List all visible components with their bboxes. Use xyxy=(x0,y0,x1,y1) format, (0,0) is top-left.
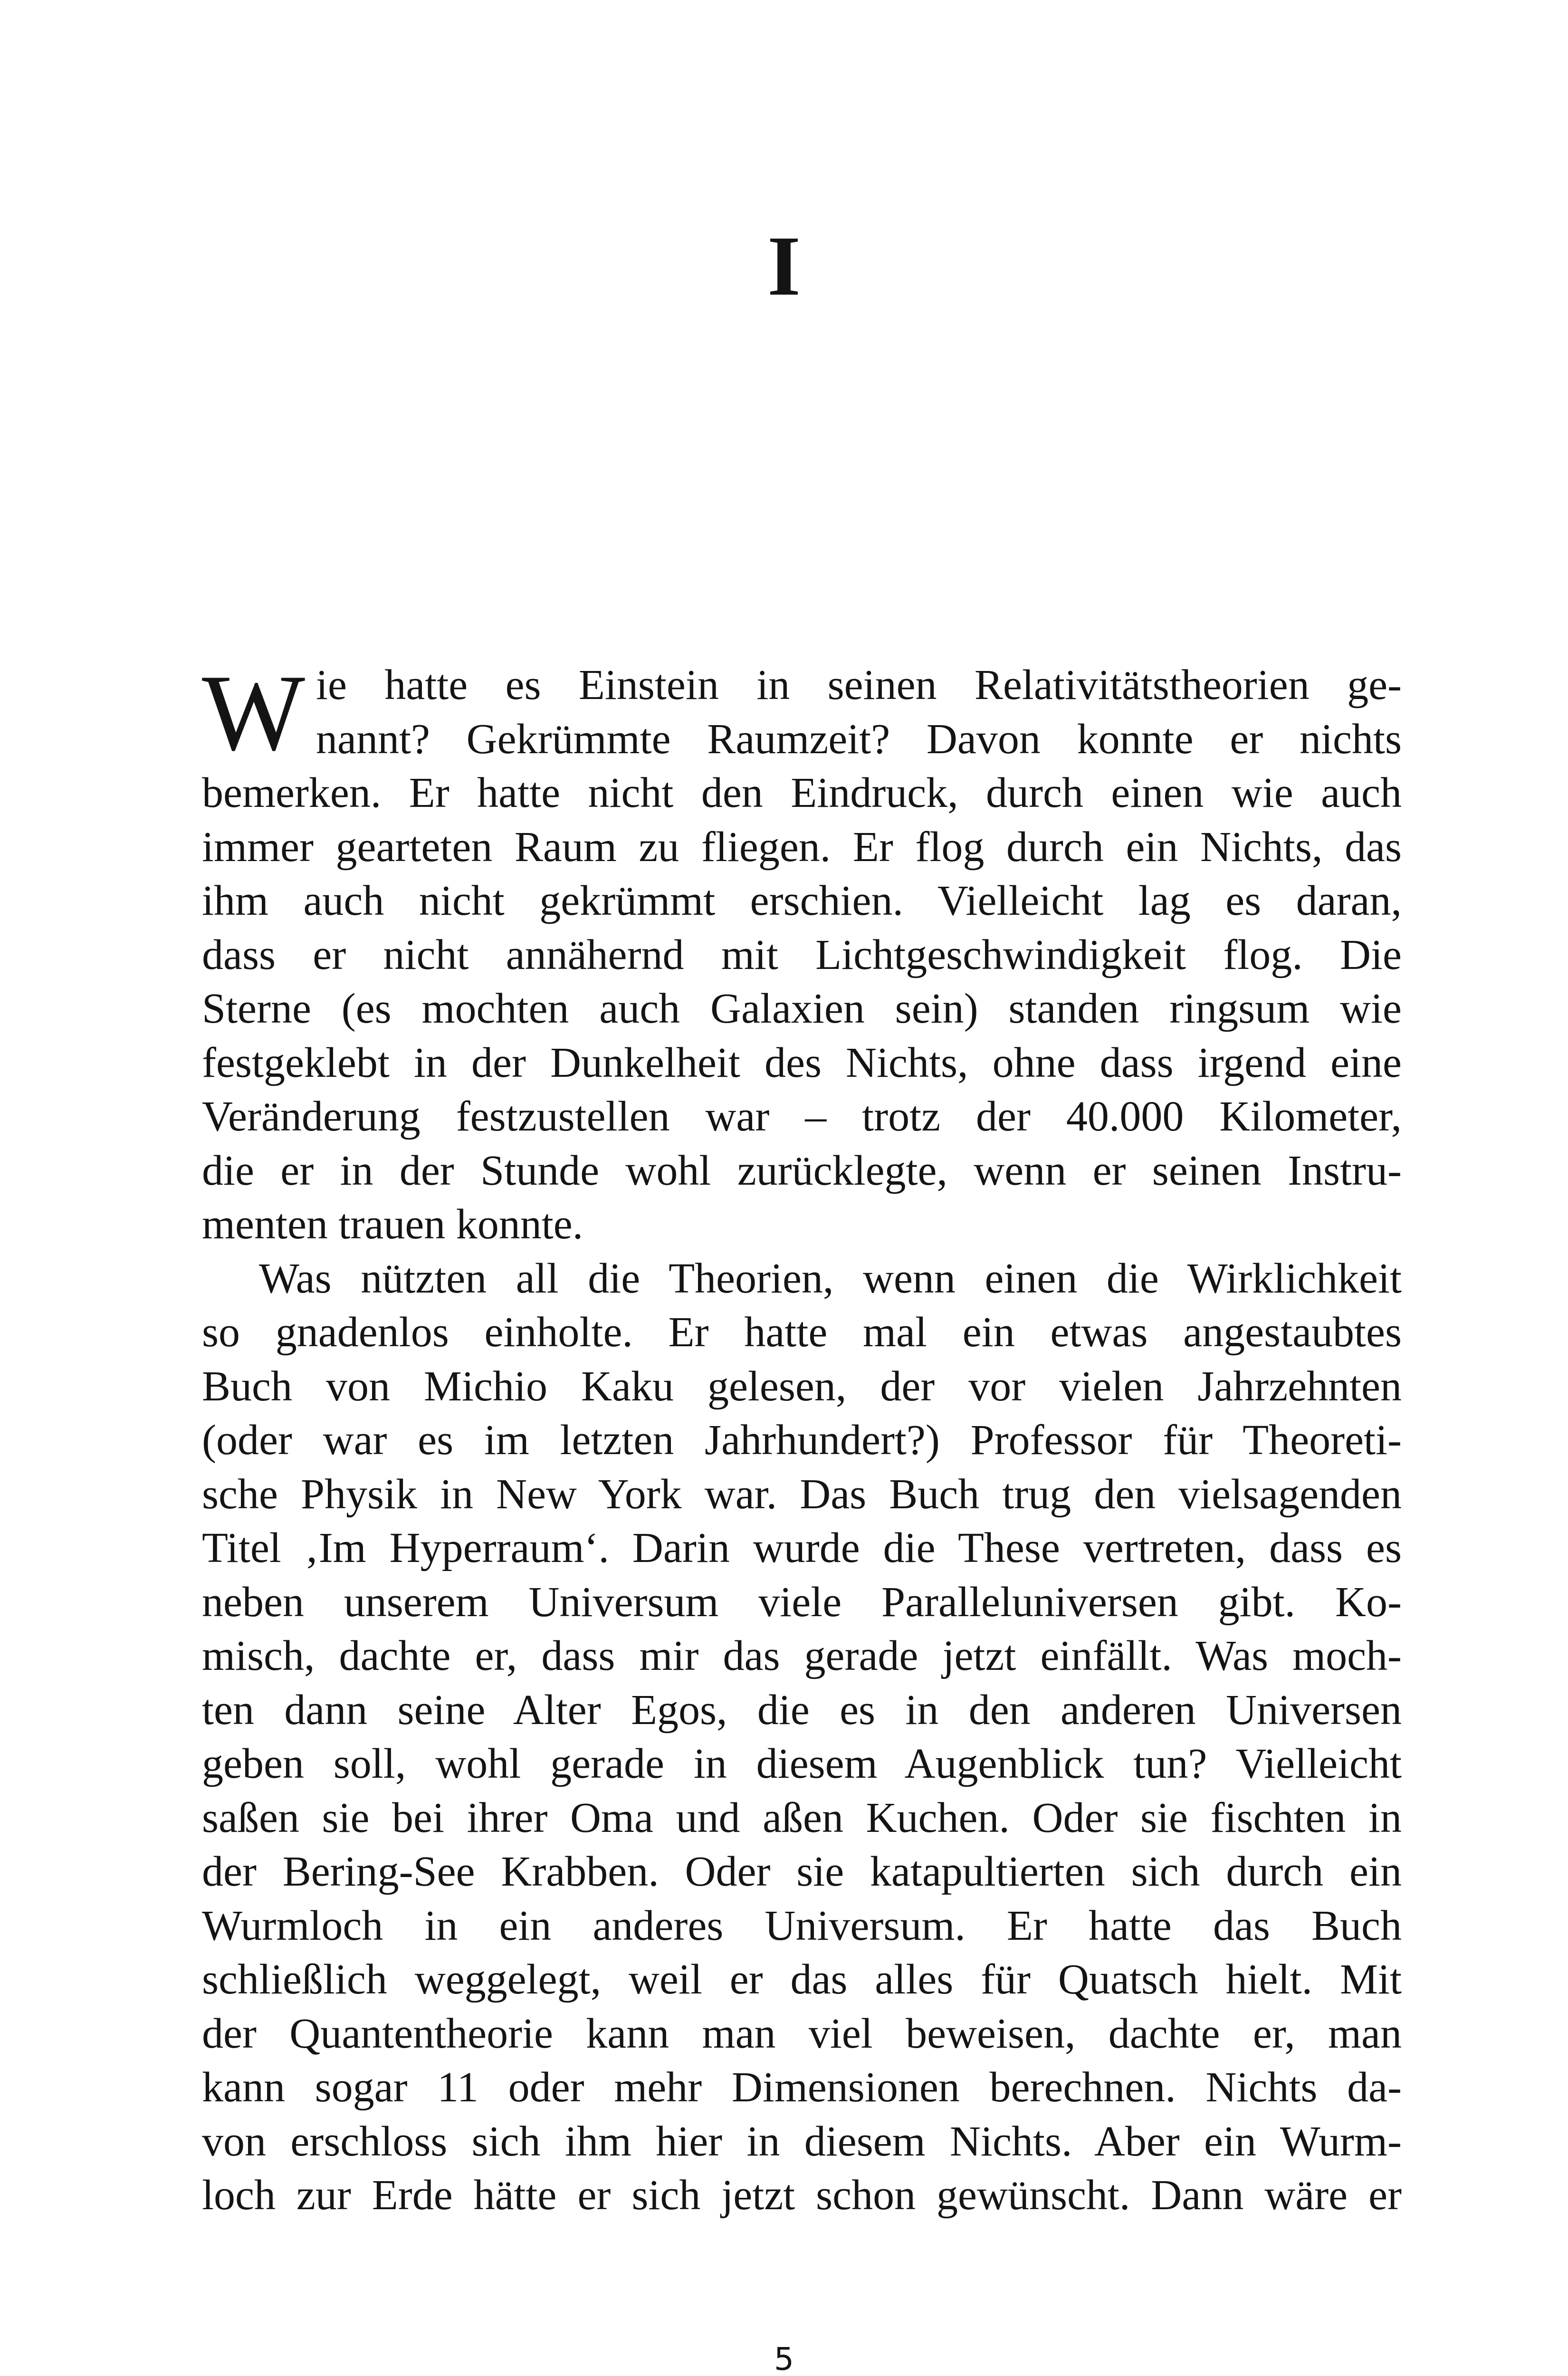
text-line: bemerken. Er hatte nicht den Eindruck, durch einen wie auch xyxy=(202,769,1402,816)
text-line: geben soll, wohl gerade in diesem Augenblick tun? Vielleicht xyxy=(202,1740,1402,1787)
text-line: kann sogar 11 oder mehr Dimensionen berechnen. Nichts da- xyxy=(202,2064,1402,2111)
text-line: Veränderung festzustellen war – trotz der 40.000 Kilometer, xyxy=(202,1093,1402,1140)
text-line: der Bering-See Krabben. Oder sie katapultierten sich durch ein xyxy=(202,1848,1402,1895)
text-line: dass er nicht annähernd mit Lichtgeschwindigkeit flog. Die xyxy=(202,931,1402,978)
text-line: so gnadenlos einholte. Er hatte mal ein etwas angestaubtes xyxy=(202,1309,1402,1356)
text-line: sche Physik in New York war. Das Buch trug den vielsagenden xyxy=(202,1470,1402,1518)
text-line: Sterne (es mochten auch Galaxien sein) standen ringsum wie xyxy=(202,985,1402,1032)
text-line: ten dann seine Alter Egos, die es in den anderen Universen xyxy=(202,1686,1402,1734)
text-line: Titel ‚Im Hyperraum‘. Darin wurde die These vertreten, dass es xyxy=(202,1524,1402,1571)
text-line: festgeklebt in der Dunkelheit des Nichts, ohne dass irgend eine xyxy=(202,1039,1402,1086)
body-text xyxy=(202,652,1402,2223)
text-line: Wurmloch in ein anderes Universum. Er hatte das Buch xyxy=(202,1902,1402,1949)
text-line: misch, dachte er, dass mir das gerade jetzt einfällt. Was moch- xyxy=(202,1632,1402,1679)
text-line: der Quantentheorie kann man viel beweisen, dachte er, man xyxy=(202,2010,1402,2057)
text-line: immer gearteten Raum zu fliegen. Er flog durch ein Nichts, das xyxy=(202,823,1402,871)
text-line: neben unserem Universum viele Paralleluniversen gibt. Ko- xyxy=(202,1578,1402,1626)
text-line: ihm auch nicht gekrümmt erschien. Vielleicht lag es daran, xyxy=(202,877,1402,924)
text-line: schließlich weggelegt, weil er das alles für Quatsch hielt. Mit xyxy=(202,1956,1402,2003)
text-line: menten trauen konnte. xyxy=(202,1201,583,1248)
text-line: von erschloss sich ihm hier in diesem Nichts. Aber ein Wurm- xyxy=(202,2117,1402,2165)
text-line: saßen sie bei ihrer Oma und aßen Kuchen. Oder sie fischten in xyxy=(202,1794,1402,1841)
page-number: 5 xyxy=(774,2341,794,2376)
text-line: Buch von Michio Kaku gelesen, der vor vielen Jahrzehnten xyxy=(202,1362,1402,1410)
text-line: nannt? Gekrümmte Raumzeit? Davon konnte er nichts xyxy=(316,715,1402,763)
text-line: loch zur Erde hätte er sich jetzt schon gewünscht. Dann wäre er xyxy=(202,2172,1402,2219)
text-line: (oder war es im letzten Jahrhundert?) Professor für Theoreti- xyxy=(202,1417,1402,1464)
text-line: Was nützten all die Theorien, wenn einen die Wirklichkeit xyxy=(259,1255,1402,1302)
text-line: ie hatte es Einstein in seinen Relativitätstheorien ge- xyxy=(316,661,1402,709)
drop-cap: W xyxy=(202,652,306,773)
text-line: die er in der Stunde wohl zurücklegte, wenn er seinen Instru- xyxy=(202,1147,1402,1194)
chapter-number: I xyxy=(767,219,801,313)
